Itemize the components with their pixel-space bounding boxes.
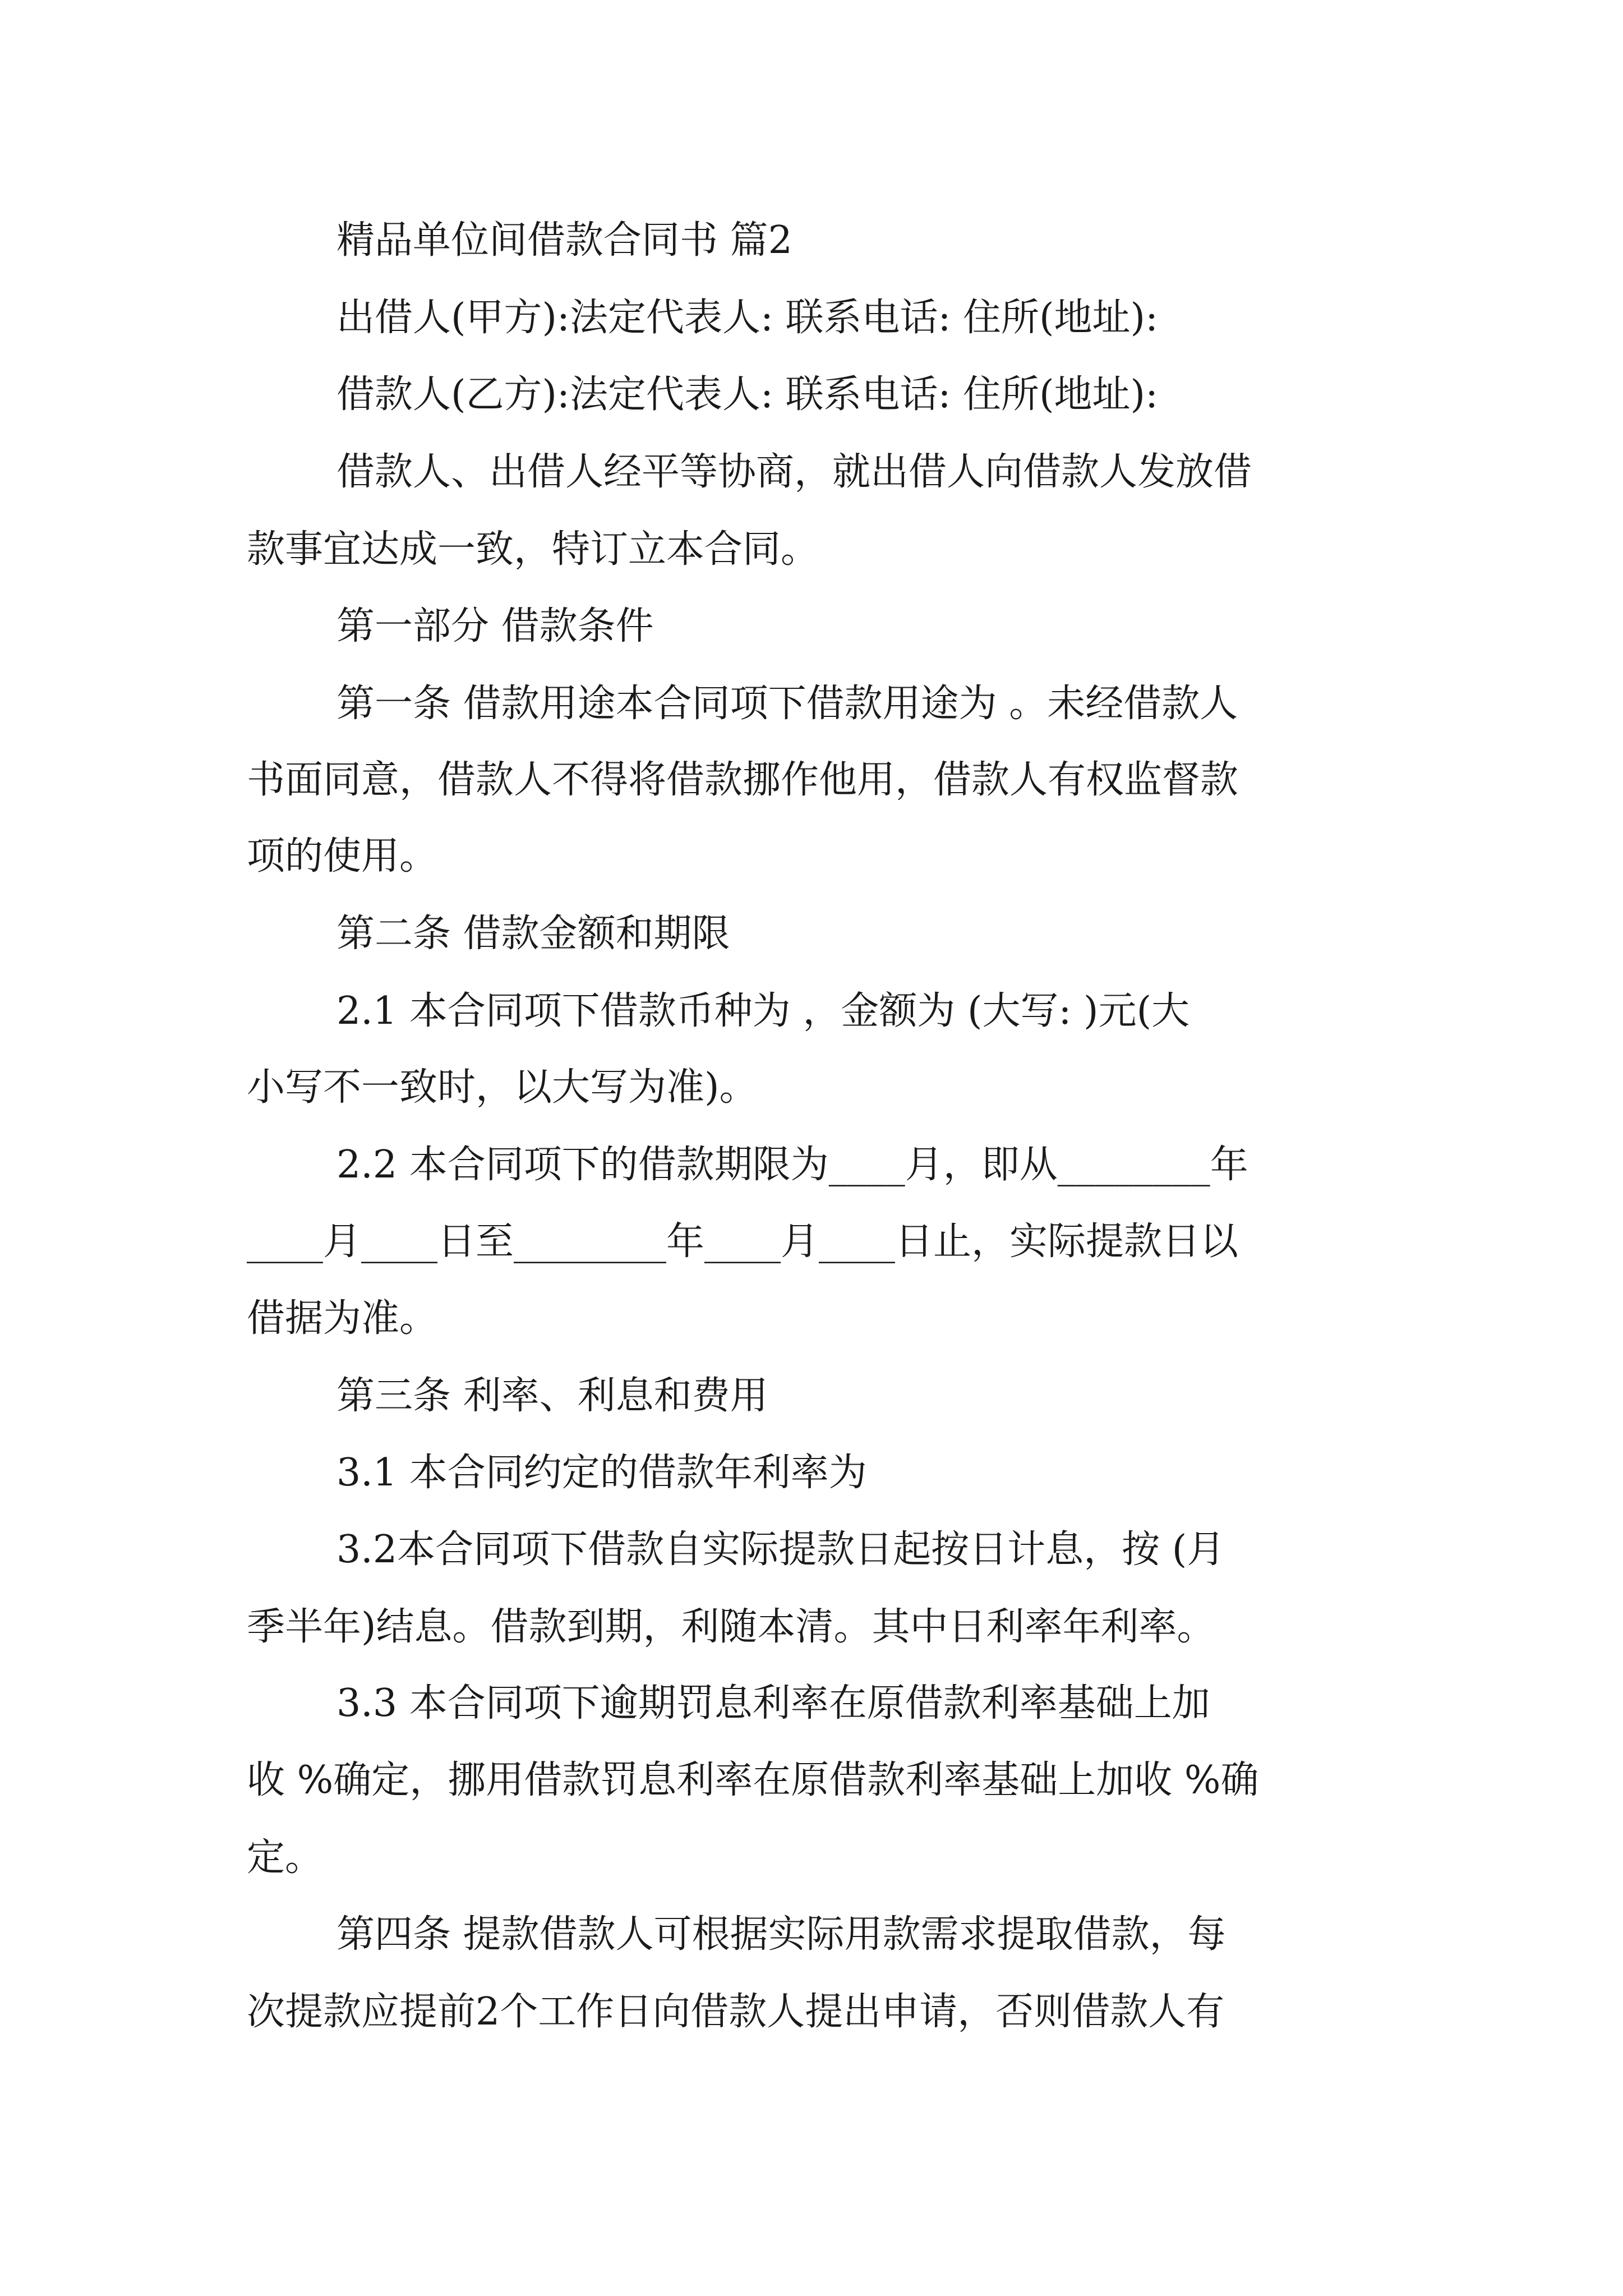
paragraph-line: 借款人、出借人经平等协商，就出借人向借款人发放借 [336,450,1252,494]
paragraph-line: 书面同意，借款人不得将借款挪作他用，借款人有权监督款 [247,758,1239,802]
paragraph-line: 3.2本合同项下借款自实际提款日起按日计息，按 (月 [336,1527,1225,1572]
paragraph-line: 借款人(乙方):法定代表人: 联系电话: 住所(地址): [336,372,1158,417]
paragraph-line: ____月____日至________年____月____日止，实际提款日以 [247,1220,1239,1264]
paragraph-line: 次提款应提前2个工作日向借款人提出申请，否则借款人有 [247,1990,1225,2034]
paragraph-line: 第四条 提款借款人可根据实际用款需求提取借款，每 [336,1912,1226,1957]
article-heading: 第二条 借款金额和期限 [336,912,730,956]
paragraph-line: 借据为准。 [247,1296,438,1341]
paragraph-line: 2.2 本合同项下的借款期限为____月，即从________年 [336,1143,1248,1187]
paragraph-line: 2.1 本合同项下借款币种为 ，金额为 (大写: )元(大 [336,989,1190,1033]
paragraph-line: 项的使用。 [247,834,438,878]
paragraph-line: 3.3 本合同项下逾期罚息利率在原借款利率基础上加 [336,1681,1210,1726]
paragraph-line: 小写不一致时，以大写为准)。 [247,1065,758,1110]
paragraph-line: 款事宜达成一致，特订立本合同。 [247,527,819,572]
paragraph-line: 收 %确定，挪用借款罚息利率在原借款利率基础上加收 %确 [247,1758,1259,1802]
paragraph-line: 定。 [247,1835,324,1880]
article-heading: 第三条 利率、利息和费用 [336,1374,768,1418]
paragraph-line: 第一条 借款用途本合同项下借款用途为 。未经借款人 [336,682,1238,726]
paragraph-line: 季半年)结息。借款到期，利随本清。其中日利率年利率。 [247,1605,1215,1649]
section-heading: 第一部分 借款条件 [336,604,654,648]
paragraph-line: 出借人(甲方):法定代表人: 联系电话: 住所(地址): [336,296,1158,340]
document-title: 精品单位间借款合同书 篇2 [336,218,792,263]
paragraph-line: 3.1 本合同约定的借款年利率为 [336,1451,867,1495]
